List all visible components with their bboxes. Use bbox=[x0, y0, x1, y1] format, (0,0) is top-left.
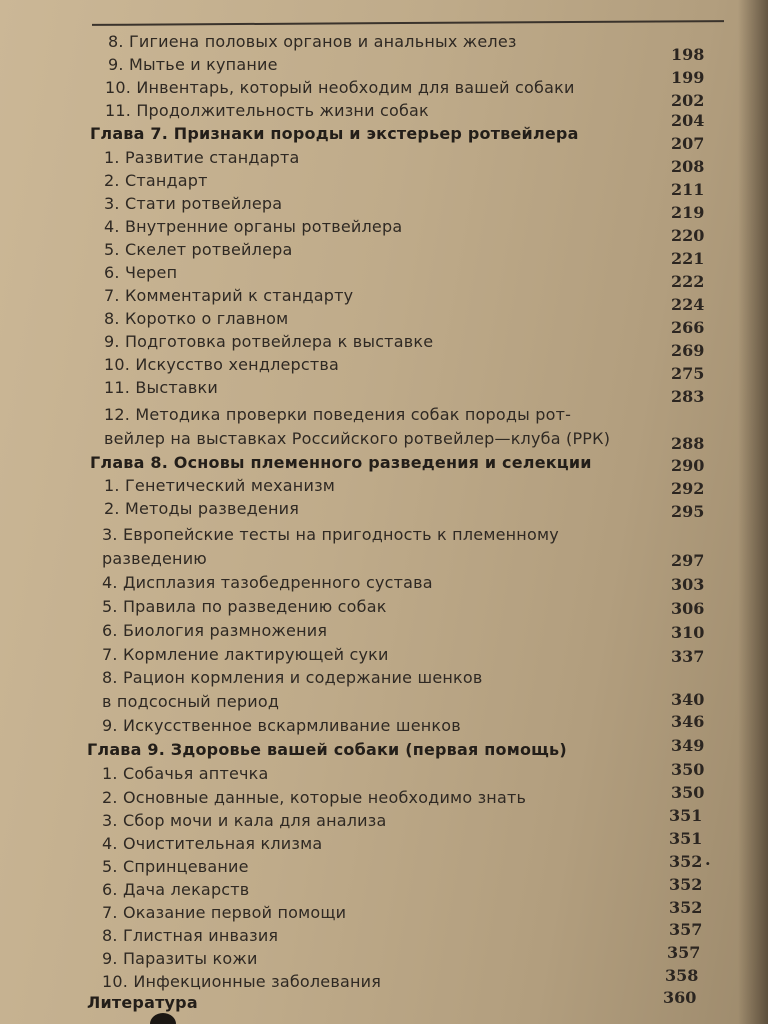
toc-entry: 6. Дача лекарств bbox=[102, 880, 250, 899]
toc-entry: 2. Стандарт bbox=[104, 171, 208, 190]
page-number: 283 bbox=[671, 387, 705, 406]
page-number: 350 bbox=[671, 783, 705, 802]
page-number: 208 bbox=[671, 157, 705, 176]
toc-entry: 4. Внутренние органы ротвейлера bbox=[104, 217, 403, 236]
page-number: 352 bbox=[669, 875, 703, 894]
page-number: 352 bbox=[669, 852, 703, 871]
page-number: 349 bbox=[671, 736, 705, 755]
toc-entry: 1. Развитие стандарта bbox=[104, 148, 300, 167]
chapter-heading: Глава 7. Признаки породы и экстерьер ротвейлера bbox=[90, 124, 579, 143]
toc-entry: 1. Генетический механизм bbox=[104, 476, 336, 495]
toc-entry: 5. Спринцевание bbox=[102, 857, 249, 876]
toc-entry: 10. Искусство хендлерства bbox=[104, 355, 340, 374]
toc-entry: 6. Биология размножения bbox=[102, 621, 328, 640]
toc-entry: 9. Паразиты кожи bbox=[102, 949, 258, 968]
toc-entry: 12. Методика проверки поведения собак породы рот- bbox=[104, 405, 572, 424]
page-number: 351 bbox=[669, 829, 703, 848]
toc-entry: 3. Стати ротвейлера bbox=[104, 194, 283, 213]
page-number: 269 bbox=[671, 341, 705, 360]
toc-entry: 7. Оказание первой помощи bbox=[102, 903, 347, 922]
page-number: 350 bbox=[671, 760, 705, 779]
page-number: 358 bbox=[665, 966, 699, 985]
toc-entry: 6. Череп bbox=[104, 263, 178, 282]
toc-entry: 10. Инфекционные заболевания bbox=[102, 972, 382, 991]
page-number: 199 bbox=[671, 68, 705, 87]
page-number: 219 bbox=[671, 203, 705, 222]
page-number: 295 bbox=[671, 502, 705, 521]
top-rule bbox=[92, 20, 724, 26]
toc-entry: 3. Европейские тесты на пригодность к племенному bbox=[102, 525, 559, 544]
toc-entry: 10. Инвентарь, который необходим для вашей собаки bbox=[105, 78, 575, 97]
toc-entry: 8. Коротко о главном bbox=[104, 309, 289, 328]
toc-entry: 9. Мытье и купание bbox=[108, 55, 278, 74]
page-number: 360 bbox=[663, 988, 697, 1007]
toc-entry: 8. Рацион кормления и содержание шенков bbox=[102, 668, 483, 687]
page-number: 310 bbox=[671, 623, 705, 642]
toc-entry: 11. Продолжительность жизни собак bbox=[105, 101, 429, 120]
toc-entry-continuation: вейлер на выставках Российского ротвейлер—клуба (РРК) bbox=[104, 429, 611, 448]
toc-entry: 9. Подготовка ротвейлера к выставке bbox=[104, 332, 434, 351]
page-number: 288 bbox=[671, 434, 705, 453]
toc-entry: 7. Комментарий к стандарту bbox=[104, 286, 354, 305]
toc-entry: 9. Искусственное вскармливание шенков bbox=[102, 716, 461, 735]
page-number: 306 bbox=[671, 599, 705, 618]
toc-entry: 8. Гигиена половых органов и анальных желез bbox=[108, 32, 517, 51]
page-number: 357 bbox=[669, 920, 703, 939]
toc-entry-continuation: в подсосный период bbox=[102, 692, 280, 711]
page-corner-shadow bbox=[150, 1013, 176, 1024]
page-number: 275 bbox=[671, 364, 705, 383]
page-number: 297 bbox=[671, 551, 705, 570]
toc-entry: 2. Методы разведения bbox=[104, 499, 300, 518]
toc-entry: 3. Сбор мочи и кала для анализа bbox=[102, 811, 387, 830]
toc-entry: 7. Кормление лактирующей суки bbox=[102, 645, 389, 664]
page-number: 221 bbox=[671, 249, 705, 268]
toc-entry: 2. Основные данные, которые необходимо знать bbox=[102, 788, 527, 807]
chapter-heading: Глава 8. Основы племенного разведения и селекции bbox=[90, 453, 592, 472]
page-number: 337 bbox=[671, 647, 705, 666]
toc-entry: 8. Глистная инвазия bbox=[102, 926, 279, 945]
page-number: 224 bbox=[671, 295, 705, 314]
page-number: 207 bbox=[671, 134, 705, 153]
page-number: 351 bbox=[669, 806, 703, 825]
page-number: 220 bbox=[671, 226, 705, 245]
page-number: 202 bbox=[671, 91, 705, 110]
chapter-heading: Литература bbox=[87, 993, 198, 1012]
toc-entry: 5. Скелет ротвейлера bbox=[104, 240, 293, 259]
toc-entry-continuation: разведению bbox=[102, 549, 207, 568]
page-number: 222 bbox=[671, 272, 705, 291]
page-number: 303 bbox=[671, 575, 705, 594]
page-number: 290 bbox=[671, 456, 705, 475]
page-number: 211 bbox=[671, 180, 705, 199]
page-number: 357 bbox=[667, 943, 701, 962]
page-number: 292 bbox=[671, 479, 705, 498]
toc-entry: 4. Очистительная клизма bbox=[102, 834, 323, 853]
page-number: 352 bbox=[669, 898, 703, 917]
page-number: 198 bbox=[671, 45, 705, 64]
page-number: 266 bbox=[671, 318, 705, 337]
toc-entry: 5. Правила по разведению собак bbox=[102, 597, 387, 616]
stray-mark: . bbox=[705, 850, 711, 869]
page-number: 204 bbox=[671, 111, 705, 130]
page-number: 346 bbox=[671, 712, 705, 731]
toc-entry: 1. Собачья аптечка bbox=[102, 764, 269, 783]
chapter-heading: Глава 9. Здоровье вашей собаки (первая помощь) bbox=[87, 740, 567, 759]
page-number: 340 bbox=[671, 690, 705, 709]
toc-entry: 4. Дисплазия тазобедренного сустава bbox=[102, 573, 433, 592]
toc-entry: 11. Выставки bbox=[104, 378, 218, 397]
